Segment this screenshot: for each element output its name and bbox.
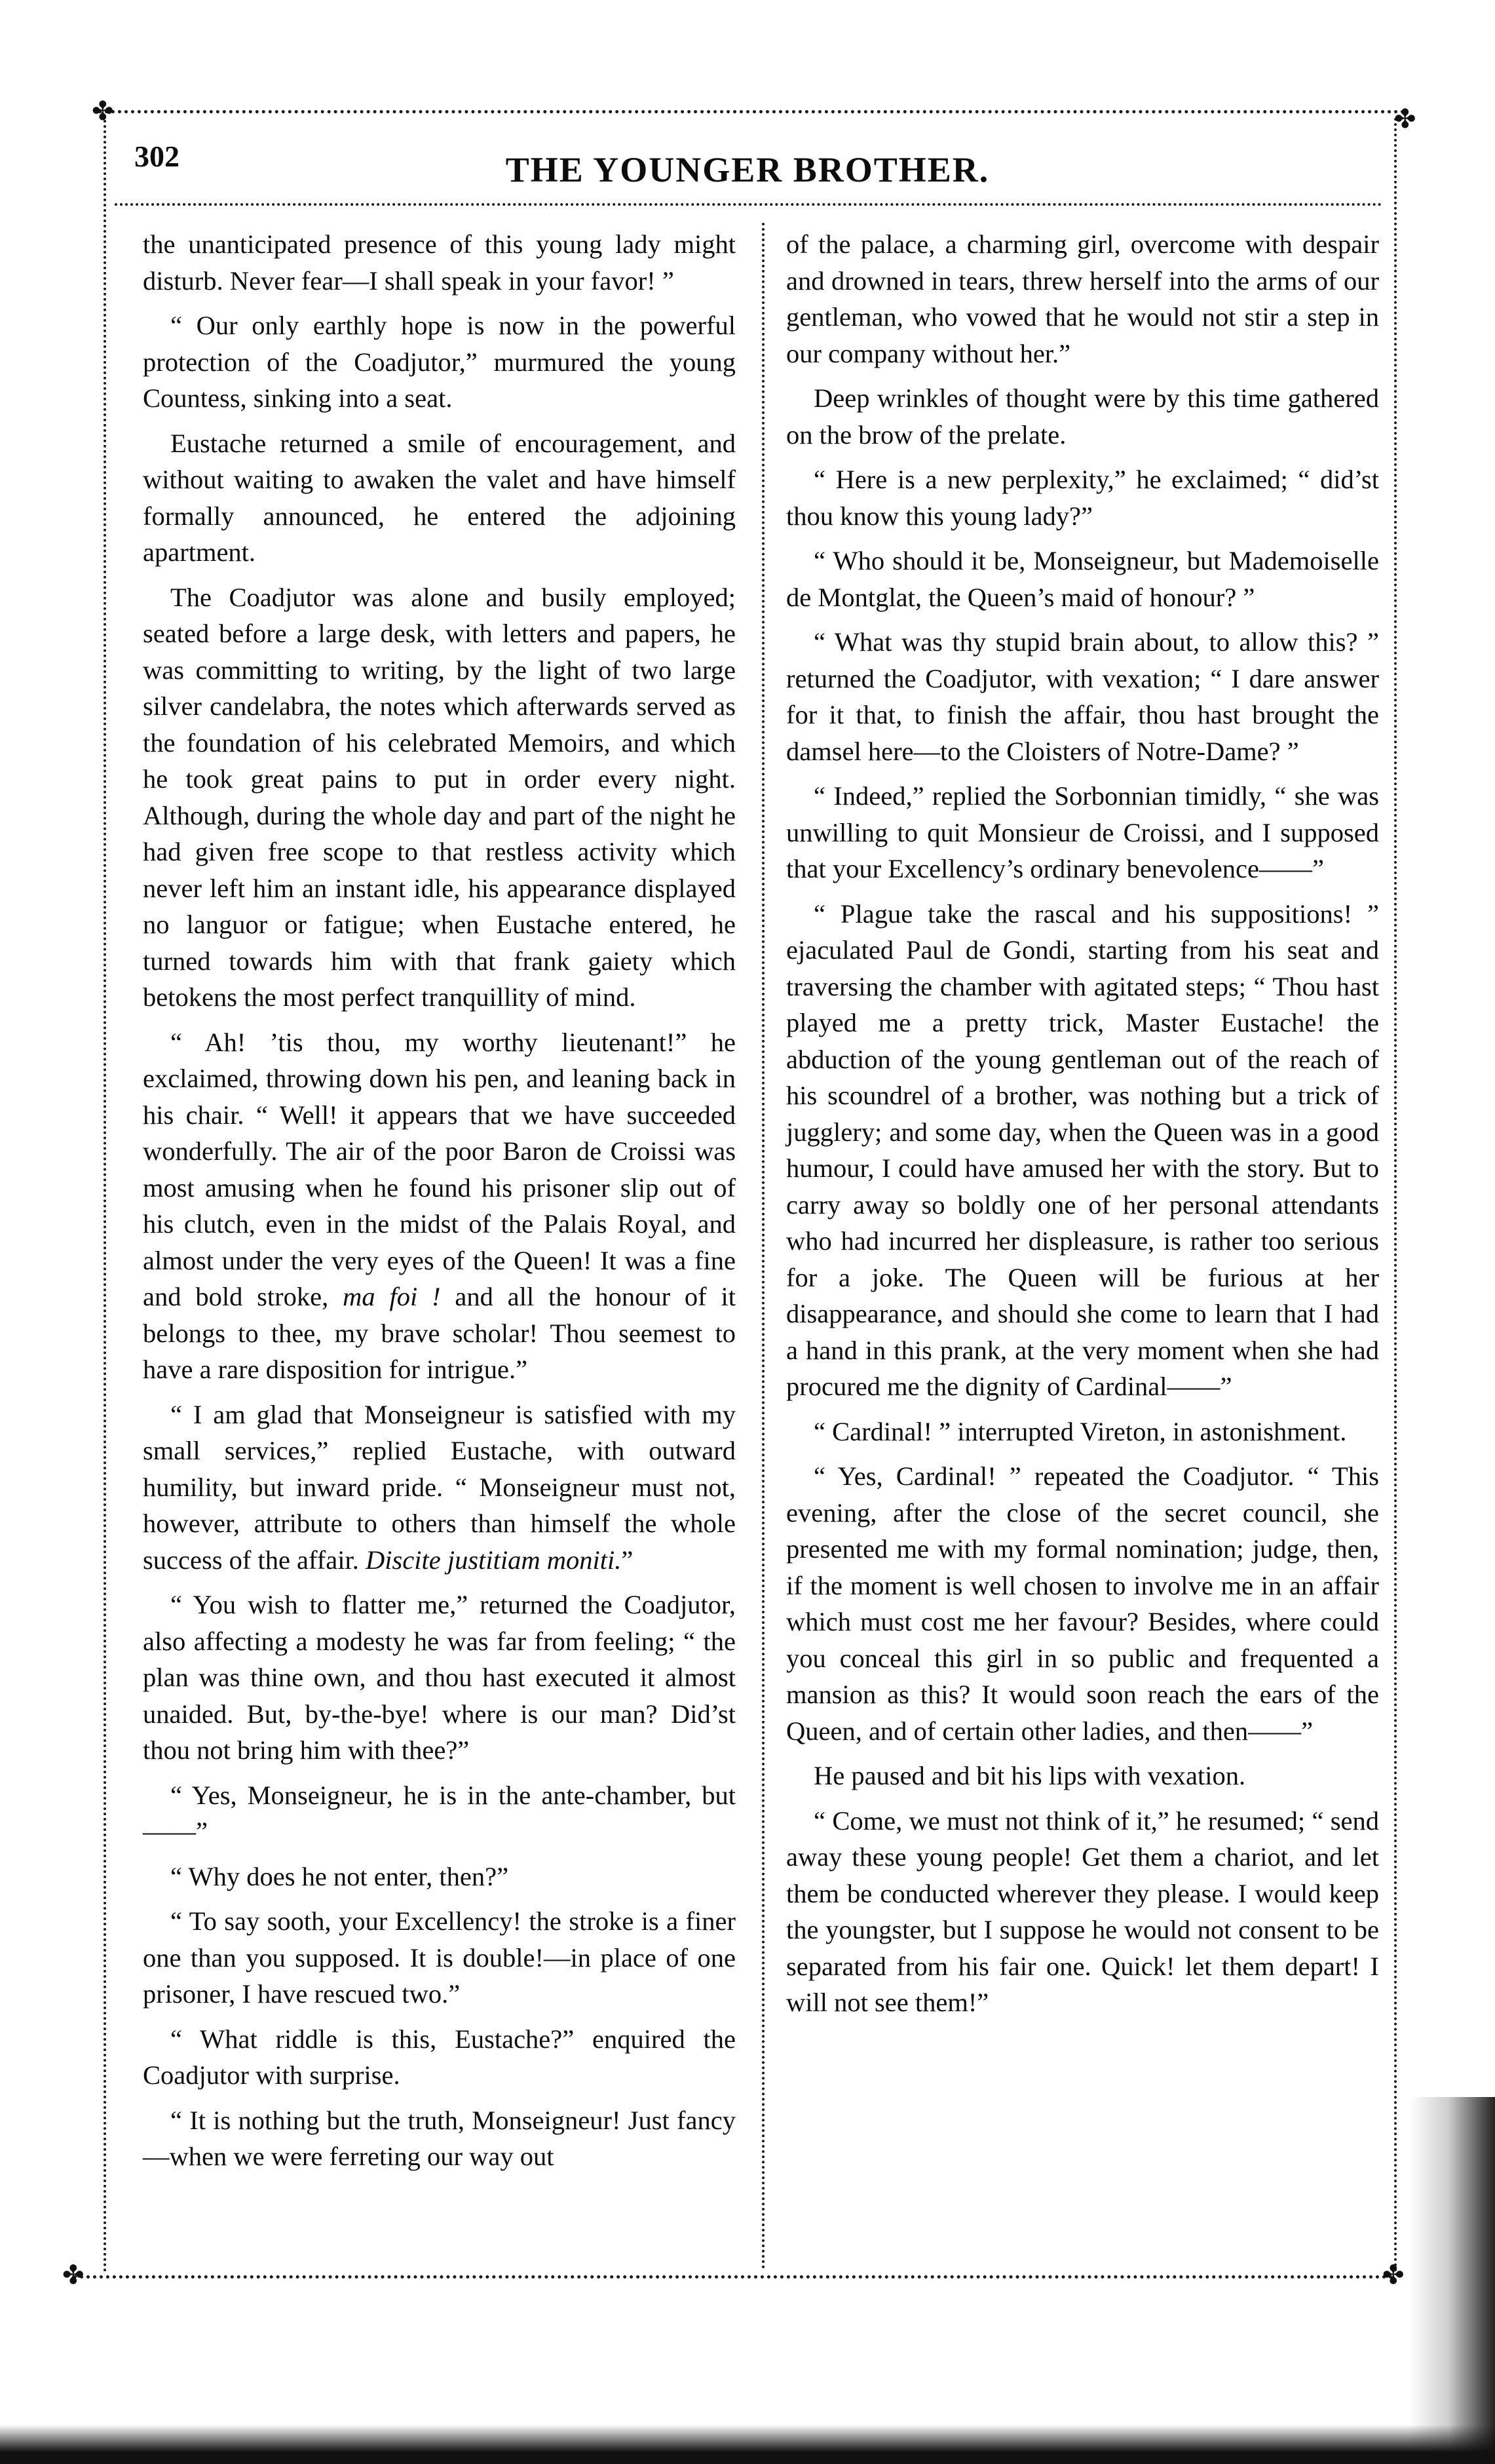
paragraph: The Coadjutor was alone and busily employed; seated before a large desk, with letters and papers, he was committing to writing, by the light of two large silver candelabra, the notes which afterwards served as the foundation of his celebrated Memoirs, and which he took great pains to put in order every night. Although, during the whole day and part of the night he had given free scope to that restless activity which never left him an instant idle, his appearance displayed no languor or fatigue; when Eustache entered, he turned towards him with that frank gaiety which betokens the most perfect tranquillity of mind. (143, 582, 736, 1012)
paragraph-text: “ Ah! ’tis thou, my worthy lieutenant!” he exclaimed, throwing down his pen, and leaning back in his chair. “ Well! it appears that we have succeeded wonderfully. The air of the poor Baron de Croissi was most amusing when he found his prisoner slip out of his clutch, even in the midst of the Palais Royal, and almost under the very eyes of the Queen! It was a fine and bold stroke, (143, 1027, 736, 1311)
paragraph: “ What riddle is this, Eustache?” enquired the Coadjutor with surprise. (143, 2024, 736, 2090)
corner-ornament-icon: ✤ (1394, 104, 1416, 134)
paragraph: “ To say sooth, your Excellency! the stroke is a finer one than you supposed. It is double!—in place of one prisoner, I have rescued two.” (143, 1906, 736, 2009)
right-text-column (786, 226, 1379, 2030)
paragraph: Eustache returned a smile of encouragement, and without waiting to awaken the valet and have himself formally announced, he entered the adjoining apartment. (143, 428, 736, 567)
paragraph: the unanticipated presence of this young lady might disturb. Never fear—I shall speak in your favor! ” (143, 229, 736, 296)
paragraph-text: “ I am glad that Monseigneur is satisfied with my small services,” replied Eustache, with outward humility, but inward pride. “ Monseigneur must not, however, attribute to others than himself the whole success of the affair. (143, 1399, 736, 1575)
paragraph: “ Come, we must not think of it,” he resumed; “ send away these young people! Get them a chariot, and let them be conducted wherever they please. I would keep the youngster, but I suppose he would not consent to be separated from his fair one. Quick! let them depart! I will not see them!” (786, 1805, 1379, 2017)
bottom-border-rule (73, 2275, 1393, 2279)
paragraph: “ Cardinal! ” interrupted Vireton, in astonishment. (814, 1416, 1347, 1446)
paragraph: “ Yes, Monseigneur, he is in the ante-chamber, but——” (143, 1780, 736, 1846)
corner-ornament-icon: ✤ (92, 96, 114, 126)
corner-ornament-icon: ✤ (1382, 2260, 1405, 2290)
paragraph: “ Plague take the rascal and his suppositions! ” ejaculated Paul de Gondi, starting from his seat and traversing the chamber with agitated steps; “ Thou hast played me a pretty trick, Master Eustache! the abduction of the young gentleman out of the reach of his scoundrel of a brother, was nothing but a trick of jugglery; and some day, when the Queen was in a good humour, I could have amused her with the story. But to carry away so boldly one of her personal attendants who had incurred her displeasure, is rather too serious for a joke. The Queen will be furious at her disappearance, and should she come to learn that I had a hand in this prank, at the very moment when she had procured me the dignity of Cardinal——” (786, 898, 1379, 1401)
paragraph: He paused and bit his lips with vexation. (814, 1761, 1246, 1790)
paragraph: “ What was thy stupid brain about, to allow this? ” returned the Coadjutor, with vexation; “ I dare answer for it that, to finish the affair, thou hast brought the damsel here—to the Cloisters of Notre-Dame? ” (786, 627, 1379, 766)
page-number: 302 (134, 140, 180, 173)
paragraph: “ Yes, Cardinal! ” repeated the Coadjutor. “ This evening, after the close of the secret council, she presented me with my formal nomination; judge, then, if the moment is well chosen to involve me in an affair which must cost me her favour? Besides, where could you conceal this girl in so public and frequented a mansion as this? It would soon reach the ears of the Queen, and of certain other ladies, and then——” (786, 1461, 1379, 1746)
paragraph: “ Here is a new perplexity,” he exclaimed; “ did’st thou know this young lady?” (786, 465, 1379, 531)
paragraph (143, 1024, 736, 1388)
top-border-rule (98, 110, 1405, 113)
paragraph-text: ” (621, 1545, 634, 1575)
paragraph: “ Our only earthly hope is now in the powerful protection of the Coadjutor,” murmured the young Countess, sinking into a seat. (143, 311, 736, 413)
paragraph: “ It is nothing but the truth, Monseigneur! Just fancy—when we were ferreting our way out (143, 2105, 736, 2171)
paragraph: “ Why does he not enter, then?” (170, 1861, 509, 1891)
paragraph: “ Indeed,” replied the Sorbonnian timidly, “ she was unwilling to quit Monsieur de Croissi, and I supposed that your Excellency’s ordinary benevolence——” (786, 781, 1379, 883)
left-border-rule (104, 115, 106, 2274)
scan-bottom-shadow (0, 2425, 1495, 2464)
italic-phrase: ma foi ! (343, 1282, 441, 1311)
left-text-column (143, 226, 736, 2184)
paragraph: of the palace, a charming girl, overcome with despair and drowned in tears, threw herself into the arms of our gentleman, who vowed that he would not stir a step in our company without her.” (786, 229, 1379, 368)
paragraph: “ You wish to flatter me,” returned the Coadjutor, also affecting a modesty he was far from feeling; “ the plan was thine own, and thou hast executed it almost unaided. But, by-the-bye! where is our man? Did’st thou not bring him with thee?” (143, 1590, 736, 1765)
paragraph-text: and all the honour of it belongs to thee, my brave scholar! Thou seemest to have a rare disposition for intrigue.” (143, 1282, 736, 1384)
italic-phrase: Discite justitiam moniti. (366, 1545, 622, 1575)
corner-ornament-icon: ✤ (62, 2260, 85, 2290)
paragraph (143, 1396, 736, 1579)
header-rule (115, 203, 1382, 206)
paragraph: “ Who should it be, Monseigneur, but Mademoiselle de Montglat, the Queen’s maid of honour? ” (786, 546, 1379, 612)
paragraph: Deep wrinkles of thought were by this time gathered on the brow of the prelate. (786, 383, 1379, 450)
right-border-rule (1394, 118, 1397, 2274)
running-title: THE YOUNGER BROTHER. (505, 150, 990, 189)
scan-page-edge-shadow (1410, 2097, 1495, 2464)
